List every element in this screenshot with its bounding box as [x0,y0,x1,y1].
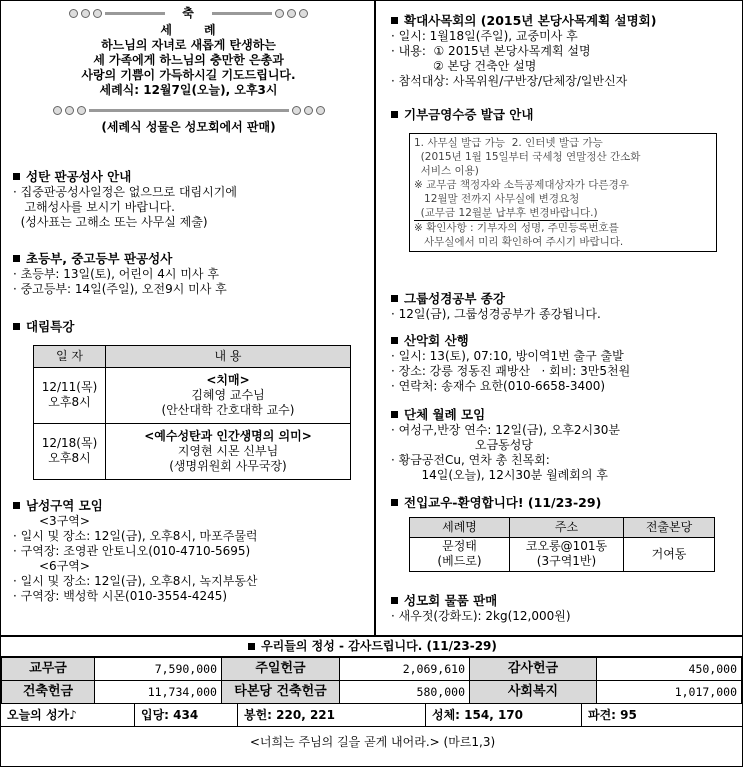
zone3-line: · 일시 및 장소: 12일(금), 오후8시, 마포주물럭 [13,528,258,543]
baptism-line-1: 하느님의 자녀로 새롭게 탄생하는 [101,38,276,52]
square-bullet-icon [13,173,20,180]
offering-value: 1,017,000 [597,681,742,704]
hiking-title: 산악회 산행 [404,333,469,348]
baptism-announcement [31,7,346,135]
men-title: 남성구역 모임 [26,498,103,513]
students-title: 초등부, 중고등부 판공성사 [26,251,173,266]
receipt-box [409,133,717,252]
hiking-line: · 연락처: 송재수 요한(010-6658-3400) [391,378,606,393]
offering-label: 건축헌금 [2,681,95,704]
newcomer-section [391,495,741,572]
lecture-org: (생명위원회 사무국장) [169,458,287,473]
hymn-label: 오늘의 성가♪ [1,704,135,727]
newcomer-address: 코오롱@101동 [525,539,608,554]
hiking-line: · 장소: 강릉 정동진 괘방산 · 회비: 3만5천원 [391,363,631,378]
meeting-line: · 내용: ① 2015년 본당사목계획 설명 [391,43,591,58]
offering-value: 450,000 [597,658,742,681]
square-bullet-icon [391,337,398,344]
goods-title: 성모회 물품 판매 [404,593,498,608]
newcomer-title: 전입교우-환영합니다! (11/23-29) [404,495,602,510]
zone6-label: <6구역> [39,558,90,573]
receipt-line: 12월말 전까지 사무실에 변경요청 [414,192,580,205]
pastoral-meeting-section [391,13,741,89]
offering-header [1,637,743,657]
groups-line: · 황금공전Cu, 연차 총 친목회: [391,452,550,467]
offering-label: 주일헌금 [222,658,340,681]
offering-label: 사회복지 [470,681,597,704]
table-row [34,367,351,423]
group-meeting-section [391,407,741,483]
meeting-title: 확대사목회의 (2015년 본당사목계획 설명회) [404,13,657,28]
offering-value: 580,000 [340,681,470,704]
baptism-line-2: 세 가족에게 하느님의 충만한 은총과 [93,53,284,67]
receipt-line: ※ 확인사항 : 기부자의 성명, 주민등록번호를 [414,221,619,234]
newcomer-zone: (3구역1반) [536,554,597,569]
confession-title: 성탄 판공성사 안내 [26,169,132,184]
offering-label: 교무금 [2,658,95,681]
square-bullet-icon [391,111,398,118]
confession-line: 고해성사를 보시기 바랍니다. [13,199,175,214]
decorative-ornament-bottom [31,104,346,116]
receipt-line: (교무금 12월분 납부후 변경바랍니다.) [414,206,598,219]
zone6-line: · 일시 및 장소: 12일(금), 오후8시, 녹지부동산 [13,573,258,588]
baptism-date: 세례식: 12월7일(오늘), 오후3시 [99,83,278,97]
zone6-line: · 구역장: 백성학 시몬(010-3554-4245) [13,588,228,603]
offering-value: 7,590,000 [95,658,222,681]
baptism-note: (세례식 성물은 성모회에서 판매) [101,120,276,134]
hiking-section [391,333,741,394]
offering-label: 감사헌금 [470,658,597,681]
receipt-line: 사무실에서 미리 확인하여 주시기 바랍니다. [414,235,624,248]
lecture-topic: <치매> [206,372,250,387]
table-row [34,423,351,479]
newcomer-table [409,517,715,572]
table-row [2,658,742,681]
meeting-line: · 일시: 1월18일(주일), 교중미사 후 [391,28,578,43]
students-confession-section [13,251,368,297]
students-line: · 중고등부: 14일(주일), 오전9시 미사 후 [13,281,227,296]
square-bullet-icon [13,323,20,330]
students-line: · 초등부: 13일(토), 어린이 4시 미사 후 [13,266,219,281]
decorative-ornament-top [31,7,346,19]
groups-title: 단체 월례 모임 [404,407,486,422]
hymn-entrance: 입당: 434 [135,704,238,727]
receipt-line: ※ 교무금 책정자와 소득공제대상자가 다른경우 [414,178,629,191]
offering-section [1,635,743,767]
square-bullet-icon [248,643,255,650]
bible-study-section [391,291,741,322]
square-bullet-icon [391,411,398,418]
advent-lecture-section [13,319,368,480]
bible-verse: <너희는 주님의 길을 곧게 내어라.> (마르1,3) [249,734,496,749]
hymn-row [1,704,743,727]
newcomer-parish: 거여동 [624,537,715,571]
square-bullet-icon [391,295,398,302]
confession-line: (성사표는 고해소 또는 사무실 제출) [13,214,208,229]
offering-value: 2,069,610 [340,658,470,681]
meeting-line: ② 본당 건축안 설명 [391,58,537,73]
men-zone-section [13,498,373,604]
zone3-line: · 구역장: 조영관 안토니오(010-4710-5695) [13,543,251,558]
goods-sale-section [391,593,741,624]
offering-label: 타본당 건축헌금 [222,681,340,704]
square-bullet-icon [391,17,398,24]
offering-value: 11,734,000 [95,681,222,704]
newcomer-baptismal-name: (베드로) [437,554,482,569]
offering-title: 우리들의 정성 - 감사드립니다. (11/23-29) [261,639,497,653]
table-row [2,681,742,704]
baptism-title-1: 축 [182,5,195,20]
donation-receipt-section [391,107,741,252]
receipt-line: 1. 사무실 발급 가능 2. 인터넷 발급 가능 [414,136,603,149]
hiking-line: · 일시: 13(토), 07:10, 방이역1번 출구 출발 [391,348,624,363]
goods-line: · 새우젓(강화도): 2kg(12,000원) [391,608,571,623]
advent-header-content: 내 용 [106,345,351,367]
newcomer-name: 문정태 [442,539,477,554]
hymn-offertory: 봉헌: 220, 221 [238,704,426,727]
square-bullet-icon [391,499,398,506]
newcomer-header: 세례명 [410,517,510,537]
confession-section [13,169,368,230]
square-bullet-icon [13,255,20,262]
newcomer-header: 전출본당 [624,517,715,537]
offering-table [1,657,742,704]
advent-table [33,345,351,480]
lecture-date: 12/11(목) [41,380,98,395]
meeting-line: · 참석대상: 사목위원/구반장/단체장/일반신자 [391,73,628,88]
bible-title: 그룹성경공부 종강 [404,291,505,306]
groups-line: · 여성구,반장 연수: 12일(금), 오후2시30분 [391,422,620,437]
zone3-label: <3구역> [39,513,90,528]
groups-line: 14일(오늘), 12시30분 월례회의 후 [391,467,608,482]
lecture-time: 오후8시 [48,395,91,410]
hymn-dismissal: 파견: 95 [588,707,637,722]
square-bullet-icon [13,502,20,509]
receipt-title: 기부금영수증 발급 안내 [404,107,534,122]
right-column [376,1,743,635]
lecture-speaker: 지영현 시몬 신부님 [177,443,279,458]
hymn-communion: 성체: 154, 170 [426,704,582,727]
baptism-line-3: 사랑의 기쁨이 가득하시길 기도드립니다. [81,68,296,82]
square-bullet-icon [391,597,398,604]
bible-line: · 12일(금), 그룹성경공부가 종강됩니다. [391,306,601,321]
baptism-title-2: 세 례 [160,23,217,37]
lecture-time: 오후8시 [48,451,91,466]
confession-line: · 집중판공성사일정은 없으므로 대림시기에 [13,184,237,199]
left-column [1,1,376,635]
table-row [410,537,715,571]
lecture-org: (안산대학 간호대학 교수) [161,402,295,417]
receipt-line: 서비스 이용) [414,164,479,177]
groups-line: 오금동성당 [391,437,533,452]
newcomer-header: 주소 [510,517,624,537]
lecture-date: 12/18(목) [41,436,98,451]
advent-title: 대림특강 [26,319,75,334]
receipt-line: (2015년 1월 15일부터 국세청 연말정산 간소화 [414,150,641,163]
advent-header-date: 일 자 [34,345,106,367]
lecture-speaker: 김혜영 교수님 [191,387,265,402]
lecture-topic: <예수성탄과 인간생명의 의미> [144,428,312,443]
